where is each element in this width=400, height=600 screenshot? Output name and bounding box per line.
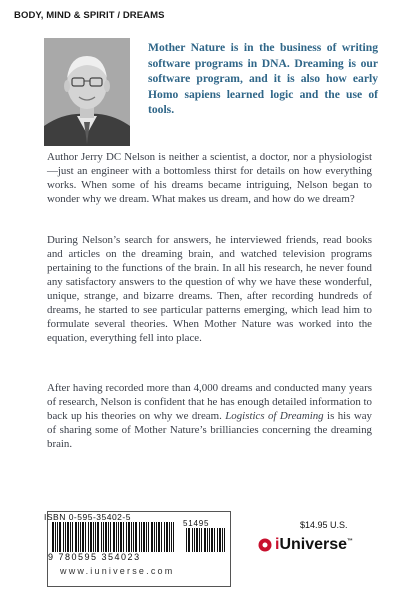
book-title: Logistics of Dreaming bbox=[225, 410, 324, 422]
publisher-logo-icon bbox=[258, 538, 272, 552]
bio-paragraph-1: Author Jerry DC Nelson is neither a scientist, a doctor, nor a physiologist—just an engineer with a bottomless thirst for details on how everything works. When some of his dreams became intriguing, Nelson began to wonder why we dream. What makes us dream, and how do we dream? bbox=[47, 151, 372, 205]
paragraph-3-text-end: is his way of sharing some of Mother Nature’s brilliancies concerning the dreaming brain. bbox=[47, 410, 372, 450]
author-photo bbox=[44, 38, 130, 146]
price-label: $14.95 U.S. bbox=[300, 520, 348, 530]
barcode-addon bbox=[186, 528, 226, 552]
isbn-text: ISBN 0-595-35402-5 bbox=[44, 512, 131, 522]
publisher-url: www.iuniverse.com bbox=[60, 566, 175, 576]
paragraph-3-text-start: After having recorded more than 4,000 dreams and conducted many years of research, Nelson is confident that he has enough detailed information to back up his theories on why we dream. bbox=[47, 382, 372, 422]
trademark-mark: ™ bbox=[347, 538, 354, 545]
bio-paragraph-2: During Nelson’s search for answers, he interviewed friends, read books and articles on the dreaming brain, and watched television programs pertaining to the functions of the brain. In all his research, he never found any satisfactory answers to the question of why we have these wonderful, unique, strange, and bizarre dreams. Then, after recording hundreds of dreams, he started to see particular patterns emerging, which lead him to formulate several theories. When Mother Nature was worked into the equation, everything fell into place. bbox=[47, 234, 372, 344]
barcode-addon-digits: 51495 bbox=[183, 519, 210, 528]
publisher-logo bbox=[258, 536, 353, 554]
publisher-name-text: Universe bbox=[279, 536, 348, 553]
barcode-main bbox=[52, 522, 174, 552]
blurb-text: Mother Nature is in the business of writing software programs in DNA. Dreaming is our software program, and it is also how early Homo sapiens learned logic and the use of tools. bbox=[148, 41, 378, 116]
barcode-digits: 9 780595 354023 bbox=[48, 552, 141, 562]
publisher-prefix: i bbox=[275, 536, 280, 553]
publisher-name bbox=[275, 536, 353, 554]
bio-paragraph-3 bbox=[47, 381, 372, 451]
category-label: BODY, MIND & SPIRIT / DREAMS bbox=[14, 10, 165, 21]
